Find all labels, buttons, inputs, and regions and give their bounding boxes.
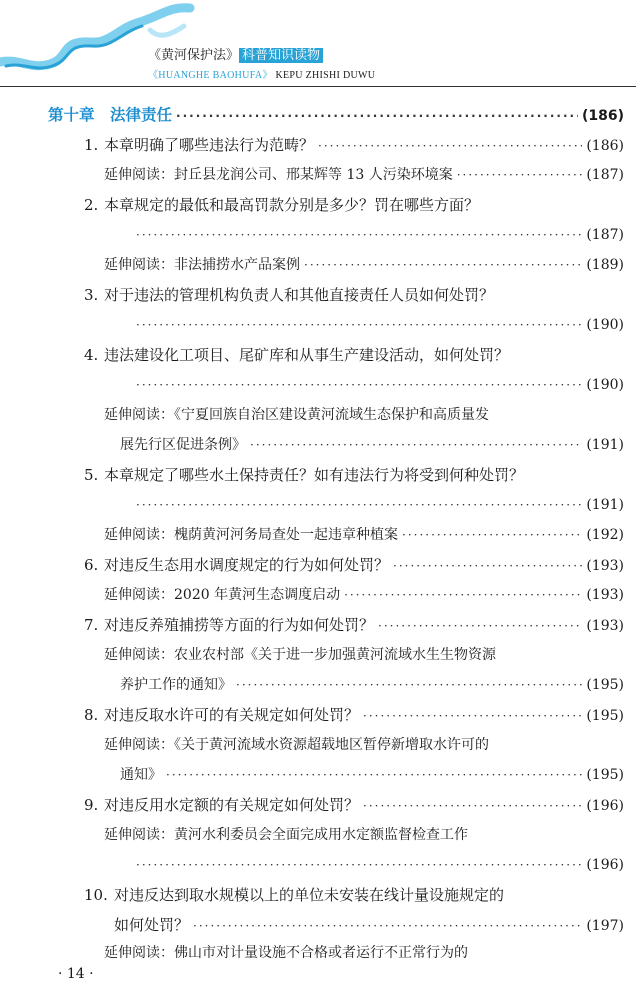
toc-item-q2[interactable] xyxy=(84,190,624,220)
leader-dots xyxy=(318,131,582,161)
leader-dots xyxy=(393,551,582,581)
leader-dots xyxy=(136,850,582,880)
page-ref: (186) xyxy=(586,138,624,154)
page-ref: (195) xyxy=(586,767,624,783)
toc-item-q3[interactable] xyxy=(84,280,624,310)
toc-reading-r9-cont[interactable] xyxy=(132,850,624,880)
page-ref: (193) xyxy=(586,558,624,574)
toc-item-q3-cont[interactable] xyxy=(132,310,624,340)
book-title: 《黄河保护法》 科普知识读物 xyxy=(148,44,323,63)
leader-dots xyxy=(344,580,582,610)
leader-dots xyxy=(402,520,582,550)
page-ref: (192) xyxy=(586,527,624,543)
leader-dots xyxy=(193,911,582,941)
toc-item-q4[interactable] xyxy=(84,340,624,370)
toc-item-q1[interactable] xyxy=(84,130,624,160)
item-title: 对违反达到取水规模以上的单位未安装在线计量设施规定的 xyxy=(114,886,505,904)
toc-item-q4-cont[interactable] xyxy=(132,370,624,400)
leader-dots xyxy=(363,701,582,731)
toc-reading-r2[interactable] xyxy=(104,250,624,280)
reading-title: 延伸阅读：非法捕捞水产品案例 xyxy=(104,257,300,273)
leader-dots xyxy=(166,760,582,790)
toc-reading-r7[interactable] xyxy=(104,640,624,670)
toc-item-q10-cont[interactable] xyxy=(114,910,624,940)
item-number: 4. xyxy=(84,346,99,364)
book-subtitle: 《HUANGHE BAOHUFA》 KEPU ZHISHI DUWU xyxy=(148,70,376,81)
page-ref: (190) xyxy=(586,377,624,393)
item-title: 对违反取水许可的有关规定如何处罚？ xyxy=(104,706,360,724)
reading-title: 展先行区促进条例》 xyxy=(120,437,246,453)
toc-item-q7[interactable] xyxy=(84,610,624,640)
item-title: 如何处罚？ xyxy=(114,916,190,934)
leader-dots xyxy=(250,430,582,460)
reading-title: 延伸阅读：封丘县龙润公司、邢某辉等 13 人污染环境案 xyxy=(104,167,453,183)
item-title: 对违反用水定额的有关规定如何处罚？ xyxy=(104,796,360,814)
reading-title: 延伸阅读：《宁夏回族自治区建设黄河流域生态保护和高质量发 xyxy=(104,407,489,423)
toc-item-q5-cont[interactable] xyxy=(132,490,624,520)
page-ref: (190) xyxy=(586,317,624,333)
item-number: 9. xyxy=(84,796,99,814)
toc-reading-r9[interactable] xyxy=(104,820,624,850)
leader-dots xyxy=(304,250,582,280)
item-number: 6. xyxy=(84,556,99,574)
item-title: 本章规定了哪些水土保持责任？如有违法行为将受到何种处罚？ xyxy=(104,466,525,484)
leader-dots xyxy=(136,310,582,340)
reading-title: 延伸阅读：《关于黄河流域水资源超载地区暂停新增取水许可的 xyxy=(104,737,489,753)
toc-reading-r8[interactable] xyxy=(104,730,624,760)
page-ref: (193) xyxy=(586,618,624,634)
page-ref: (196) xyxy=(586,857,624,873)
leader-dots xyxy=(363,791,582,821)
item-title: 对于违法的管理机构负责人和其他直接责任人员如何处罚？ xyxy=(104,286,495,304)
page-ref: (187) xyxy=(586,227,624,243)
header-rule xyxy=(0,86,636,87)
reading-title: 养护工作的通知》 xyxy=(120,677,232,693)
leader-dots xyxy=(136,220,582,250)
toc-reading-r4-cont[interactable] xyxy=(120,430,624,460)
item-title: 本章规定的最低和最高罚款分别是多少？罚在哪些方面？ xyxy=(104,196,480,214)
page-ref: (187) xyxy=(586,167,624,183)
page-header xyxy=(0,0,636,90)
toc-reading-r6[interactable] xyxy=(104,580,624,610)
toc-item-q9[interactable] xyxy=(84,790,624,820)
page-ref: (191) xyxy=(586,437,624,453)
page-ref: (189) xyxy=(586,257,624,273)
item-number: 5. xyxy=(84,466,99,484)
toc-reading-r10[interactable] xyxy=(104,938,624,968)
toc-item-q10[interactable] xyxy=(84,880,624,910)
item-number: 1. xyxy=(84,136,99,154)
toc-reading-r4[interactable] xyxy=(104,400,624,430)
toc-reading-r5[interactable] xyxy=(104,520,624,550)
toc-item-q8[interactable] xyxy=(84,700,624,730)
item-title: 对违反养殖捕捞等方面的行为如何处罚？ xyxy=(104,616,375,634)
item-number: 10. xyxy=(84,886,108,904)
leader-dots xyxy=(136,490,582,520)
leader-dots xyxy=(457,160,583,190)
reading-title: 延伸阅读：农业农村部《关于进一步加强黄河流域水生生物资源 xyxy=(104,647,496,663)
item-title: 本章明确了哪些违法行为范畴？ xyxy=(104,136,315,154)
page-number: · 14 · xyxy=(58,966,94,982)
toc-item-q5[interactable] xyxy=(84,460,624,490)
reading-title: 延伸阅读：2020 年黄河生态调度启动 xyxy=(104,587,341,603)
toc-reading-r8-cont[interactable] xyxy=(120,760,624,790)
leader-dots xyxy=(136,370,582,400)
page-ref: (196) xyxy=(586,798,624,814)
leader-dots xyxy=(236,670,582,700)
item-number: 7. xyxy=(84,616,99,634)
item-number: 3. xyxy=(84,286,99,304)
toc-item-q2-cont[interactable] xyxy=(132,220,624,250)
toc-chapter[interactable] xyxy=(48,100,624,130)
page-ref: (193) xyxy=(586,587,624,603)
item-number: 2. xyxy=(84,196,99,214)
reading-title: 延伸阅读：槐荫黄河河务局查处一起违章种植案 xyxy=(104,527,398,543)
reading-title: 通知》 xyxy=(120,767,162,783)
item-number: 8. xyxy=(84,706,99,724)
page-ref: (195) xyxy=(586,708,624,724)
item-title: 对违反生态用水调度规定的行为如何处罚？ xyxy=(104,556,390,574)
toc-item-q6[interactable] xyxy=(84,550,624,580)
reading-title: 延伸阅读：黄河水利委员会全面完成用水定额监督检查工作 xyxy=(104,827,468,843)
leader-dots xyxy=(378,611,582,641)
toc-reading-r1[interactable] xyxy=(104,160,624,190)
leader-dots xyxy=(176,101,578,131)
page-ref: (191) xyxy=(586,497,624,513)
reading-title: 延伸阅读：佛山市对计量设施不合格或者运行不正常行为的 xyxy=(104,945,468,961)
item-title: 违法建设化工项目、尾矿库和从事生产建设活动，如何处罚？ xyxy=(104,346,510,364)
page-ref: (186) xyxy=(581,108,624,124)
page-ref: (197) xyxy=(586,918,624,934)
page-ref: (195) xyxy=(586,677,624,693)
toc-reading-r7-cont[interactable] xyxy=(120,670,624,700)
chapter-title: 第十章 法律责任 xyxy=(48,106,173,124)
